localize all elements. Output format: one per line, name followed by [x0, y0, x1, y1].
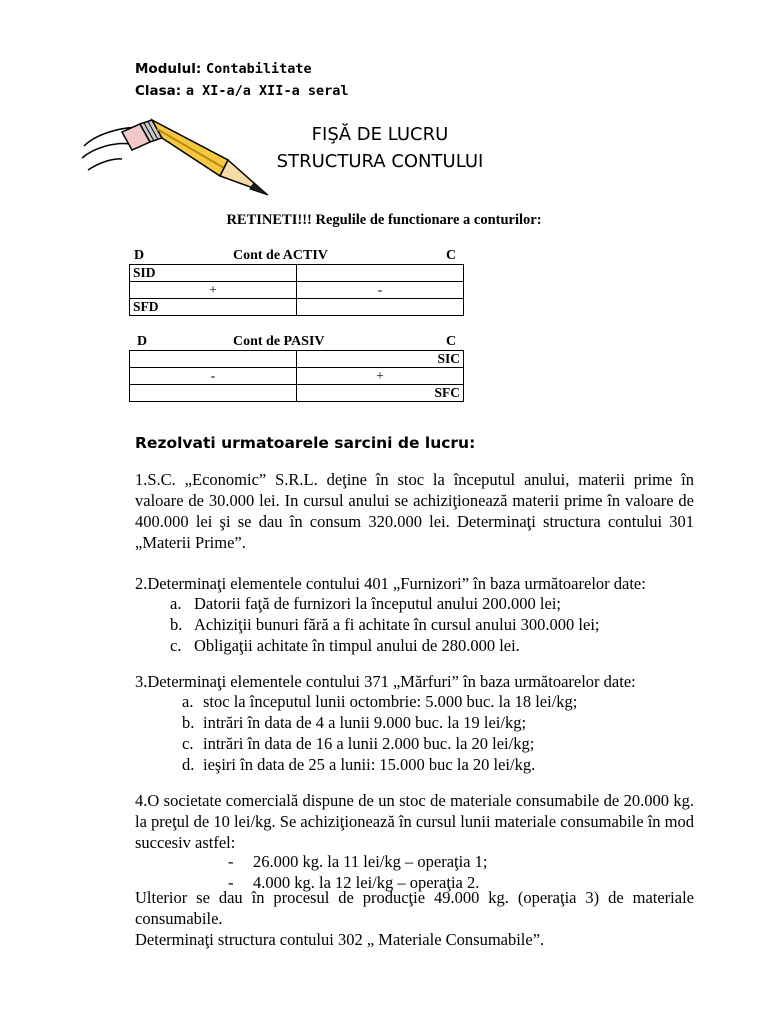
- list-marker: b.: [170, 615, 183, 634]
- class-line: Clasa: a XI-a/a XII-a seral: [135, 83, 349, 99]
- pasiv-plus-cell: +: [297, 368, 464, 385]
- list-item: stoc la începutul lunii octombrie: 5.000 buc. la 18 lei/kg;: [203, 692, 578, 711]
- tasks-heading: Rezolvati urmatoarele sarcini de lucru:: [135, 434, 476, 452]
- title-line-1: FIŞĂ DE LUCRU: [311, 124, 449, 145]
- title-line-2: STRUCTURA CONTULUI: [276, 151, 484, 172]
- table-row: [130, 265, 464, 282]
- list-marker: c.: [182, 734, 194, 753]
- page-title: [240, 121, 520, 175]
- pasiv-empty-cell: [130, 385, 297, 402]
- list-item: intrări în data de 16 a lunii 2.000 buc. la 20 lei/kg;: [203, 734, 535, 753]
- activ-debit-label: D: [134, 248, 145, 263]
- pasiv-credit-label: C: [446, 334, 457, 349]
- module-line: Modulul: Contabilitate: [135, 61, 312, 77]
- list-item: 26.000 kg. la 11 lei/kg – operaţia 1;: [253, 852, 488, 871]
- pasiv-minus-cell: -: [130, 368, 297, 385]
- activ-empty-cell: [297, 265, 464, 282]
- list-item: Datorii faţă de furnizori la începutul anului 200.000 lei;: [194, 594, 562, 613]
- activ-sfd-cell: SFD: [130, 299, 297, 316]
- activ-account-table: [129, 264, 464, 316]
- pasiv-account-name: Cont de PASIV: [233, 334, 325, 349]
- task-1-paragraph: 1.S.C. „Economic” S.R.L. deţine în stoc la începutul anului, materii prime în valoare de 30.000 lei. In cursul anului se achiziţionează materii prime în valoare de 400.000 lei şi se dau în consum 320.000 lei. Determinaţi structura contului 301 „Materii Prime”.: [135, 470, 694, 552]
- table-row: [130, 299, 464, 316]
- list-item: ieşiri în data de 25 a lunii: 15.000 buc la 20 lei/kg.: [203, 755, 536, 774]
- activ-minus-cell: -: [297, 282, 464, 299]
- pasiv-account-table: [129, 350, 464, 402]
- module-value: Contabilitate: [205, 61, 312, 77]
- list-marker: a.: [182, 692, 194, 711]
- pasiv-debit-label: D: [137, 334, 148, 349]
- list-marker: b.: [182, 713, 195, 732]
- list-item: 4.000 kg. la 12 lei/kg – operaţia 2.: [253, 873, 480, 892]
- pasiv-empty-cell: [130, 351, 297, 368]
- list-marker: c.: [170, 636, 182, 655]
- task-4-final: Determinaţi structura contului 302 „ Materiale Consumabile”.: [135, 930, 545, 949]
- list-marker: a.: [170, 594, 182, 613]
- task-4-intro: 4.O societate comercială dispune de un stoc de materiale consumabile de 20.000 kg. la preţul de 10 lei/kg. Se achiziţionează în cursul lunii materiale consumabile în mod succesiv astfel:: [135, 791, 694, 852]
- activ-plus-cell: +: [130, 282, 297, 299]
- activ-credit-label: C: [446, 248, 457, 263]
- class-label: Clasa: [135, 83, 176, 99]
- table-row: [130, 368, 464, 385]
- list-item: Achiziţii bunuri fără a fi achitate în cursul anului 300.000 lei;: [194, 615, 600, 634]
- list-item: Obligaţii achitate în timpul anului de 280.000 lei.: [194, 636, 520, 655]
- task-4-after: Ulterior se dau în procesul de producţie 49.000 kg. (operaţia 3) de materiale consumabile.: [135, 888, 694, 928]
- rules-heading: RETINETI!!! Regulile de functionare a conturilor:: [226, 212, 542, 228]
- task-3-intro: 3.Determinaţi elementele contului 371 „Mărfuri” în baza următoarelor date:: [135, 672, 636, 691]
- activ-account-name: Cont de ACTIV: [233, 248, 328, 263]
- list-item: intrări în data de 4 a lunii 9.000 buc. la 19 lei/kg;: [203, 713, 527, 732]
- activ-empty-cell: [297, 299, 464, 316]
- list-marker: d.: [182, 755, 195, 774]
- task-2-intro: 2.Determinaţi elementele contului 401 „Furnizori” în baza următoarelor date:: [135, 574, 646, 593]
- class-value: a XI-a/a XII-a seral: [185, 83, 349, 99]
- table-row: [130, 385, 464, 402]
- table-row: [130, 282, 464, 299]
- document-header: [135, 58, 348, 102]
- activ-sid-cell: SID: [130, 265, 297, 282]
- table-row: [130, 351, 464, 368]
- module-label: Modulul: [135, 61, 196, 77]
- list-marker: -: [228, 873, 234, 892]
- pasiv-sfc-cell: SFC: [297, 385, 464, 402]
- pasiv-sic-cell: SIC: [297, 351, 464, 368]
- list-marker: -: [228, 852, 234, 871]
